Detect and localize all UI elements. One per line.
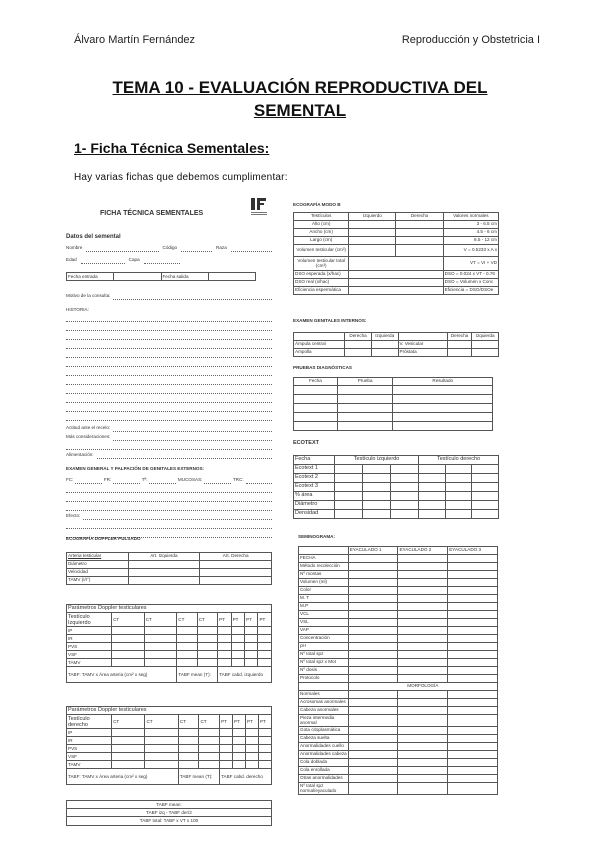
motivo-label: Motivo de la consulta: xyxy=(66,293,111,299)
table-row: Método recolección xyxy=(299,562,498,570)
table-row: Normales xyxy=(299,690,498,698)
ficha-tecnica-form: FICHA TÉCNICA SEMENTALES Datos del semental Nombre Código Raza Edad Capa Fecha entrada Fecha salida Motivo de la consulta: HISTORIA: Actitud ante el recelo: Más consideraciones: Alimentación: EXAMEN GENERAL Y PALPACIÓN DE GENITALES EXTERNOS: FC: FR: Tª: MUCOSAS: TRC: Efecto: xyxy=(66,196,272,540)
historia-lines xyxy=(66,315,272,421)
alimentacion-label: Alimentación: xyxy=(66,451,94,457)
seminograma: SEMINOGRAMA: EYACULADO 1 EYACULADO 2 EYACULADO 3 FECHA Método recolección Nº montas Volumen (ml) Color M. T M.P VCL VSL VAP Concentración pH Nº total spz Nº total spz x Mot Nº dosis Protocolo MORFOLOGÍA Normales Acrosomas anormales Cabeza anormales Pieza intermedia anormal Gota citoplasmática Cabeza suelta Anormalidades cuello Anormalidades cabeza Cola doblada Cola enrollada Otras anormalidades Nº total spz normal/eyaculado xyxy=(298,534,498,795)
raza-label: Raza xyxy=(216,245,227,251)
table-row: pH xyxy=(299,642,498,650)
nombre-label: Nombre xyxy=(66,245,83,251)
capa-label: Capa xyxy=(128,257,140,263)
pruebas-diagnosticas: PRUEBAS DIAGNÓSTICAS Fecha Prueba Resultado xyxy=(293,365,493,431)
table-row: Pieza intermedia anormal xyxy=(299,714,498,726)
table-row: Protocolo xyxy=(299,674,498,682)
codigo-label: Código xyxy=(162,245,178,251)
table-row: Cola doblada xyxy=(299,758,498,766)
ecografia-modo-b: ECOGRAFÍA MODO B Testículos Izquierdo Derecho Valores normales Alto (cm) 3 - 6.5 cm Ancho (cm) 4.5 - 6 cm Largo (cm) 8.5 - 12 cm Volumen testicular (cm³) V = 0.5233 x A x Volumen testicular total (cm³) VT = VI + VD DSO esperada (x/hac) DSO = 0.024 x VT - 0.76 DSO real (x/hac) DSO = Volumen x Conc Eficiencia espermática Eficiencia = DSO/DSOe xyxy=(293,202,499,295)
historia-label: HISTORIA: xyxy=(66,307,89,313)
fechas-table: Fecha entrada Fecha salida xyxy=(66,272,256,281)
examen-genitales-internos: EXAMEN GENITALES INTERNOS: Derecha Izquierda Derecha Izquierda Ámpula central V. Vesicular Ampolla Próstata xyxy=(293,318,499,357)
university-logo-icon xyxy=(250,196,268,218)
table-row: M. T xyxy=(299,594,498,602)
table-row: M.P xyxy=(299,602,498,610)
table-row: Volumen (ml) xyxy=(299,578,498,586)
tabf-total xyxy=(66,800,272,826)
table-row: Color xyxy=(299,586,498,594)
doppler-izq-table: Parámetros Doppler testiculares Testículo Izquierdo CT CT CT CT PT PT PT PT IP IR PVS VSF TAMV TABF: TAMV x Área arteria (cm² x seg) TABF mean (T): TABF cabd. izquierdo xyxy=(66,604,272,683)
page-title: TEMA 10 - EVALUACIÓN REPRODUCTIVA DEL SEMENTAL xyxy=(112,78,488,120)
ecotext-table: Fecha Testículo izquierdo Testículo derecho Ecotext 1 Ecotext 2 Ecotext 3 % área Diámetro Densidad xyxy=(293,455,499,519)
datos-heading: Datos del semental xyxy=(66,234,121,240)
pruebas-table: Fecha Prueba Resultado xyxy=(293,377,493,431)
table-row: VAP xyxy=(299,626,498,634)
ecotext: ECOTEXT Fecha Testículo izquierdo Testículo derecho Ecotext 1 Ecotext 2 Ecotext 3 % área Diámetro Densidad xyxy=(293,440,499,519)
table-row: Nº dosis xyxy=(299,666,498,674)
table-row: Nº total spz xyxy=(299,650,498,658)
intro-text: Hay varias fichas que debemos cumplimentar: xyxy=(74,172,288,183)
table-row: Gota citoplasmática xyxy=(299,726,498,734)
ficha-title: FICHA TÉCNICA SEMENTALES xyxy=(100,210,204,217)
doppler-der-table: Parámetros Doppler testiculares Testículo derecho CT CT CT CT PT PT PT PT IP IR PVS VSF TAMV TABF: TAMV x Área arteria (cm² x seg) TABF mean (T): TABF cabd. derecho xyxy=(66,706,272,785)
edad-label: Edad xyxy=(66,257,77,263)
actitud-label: Actitud ante el recelo: xyxy=(66,424,111,430)
table-row: Cola enrollada xyxy=(299,766,498,774)
table-row: Anormalidades cabeza xyxy=(299,750,498,758)
table-row: VSL xyxy=(299,618,498,626)
table-row: Cabeza anormales xyxy=(299,706,498,714)
table-row: Nº montas xyxy=(299,570,498,578)
header-course: Reproducción y Obstetricia I xyxy=(401,34,540,46)
examen-interno-table: Derecha Izquierda Derecha Izquierda Ámpula central V. Vesicular Ampolla Próstata xyxy=(293,332,499,357)
table-row: VCL xyxy=(299,610,498,618)
table-row: Acrosomas anormales xyxy=(299,698,498,706)
table-row: Cabeza suelta xyxy=(299,734,498,742)
examen-heading: EXAMEN GENERAL Y PALPACIÓN DE GENITALES EXTERNOS: xyxy=(66,465,205,471)
table-row: FECHA xyxy=(299,554,498,562)
doppler-izquierdo xyxy=(66,604,272,683)
table-row: Nº total spz normal/eyaculado xyxy=(299,782,498,794)
seminograma-table: EYACULADO 1 EYACULADO 2 EYACULADO 3 FECHA Método recolección Nº montas Volumen (ml) Color M. T M.P VCL VSL VAP Concentración pH Nº total spz Nº total spz x Mot Nº dosis Protocolo MORFOLOGÍA Normales Acrosomas anormales Cabeza anormales Pieza intermedia anormal Gota citoplasmática Cabeza suelta Anormalidades cuello Anormalidades cabeza Cola doblada Cola enrollada Otras anormalidades Nº total spz normal/eyaculado xyxy=(298,546,498,795)
table-row: Nº total spz x Mot xyxy=(299,658,498,666)
doppler-pulsado: ECOGRAFÍA DOPPLER PULSADO Arteria testicular Art. Izquierda Art. Derecha Diámetro Velocidad TAMV (I/I°) xyxy=(66,536,272,585)
header-author: Álvaro Martín Fernández xyxy=(74,34,196,46)
table-row: Otras anormalidades xyxy=(299,774,498,782)
table-row: Concentración xyxy=(299,634,498,642)
doppler-pulsado-table: Arteria testicular Art. Izquierda Art. Derecha Diámetro Velocidad TAMV (I/I°) xyxy=(66,552,272,585)
mas-label: Más consideraciones: xyxy=(66,433,111,439)
doppler-derecho xyxy=(66,706,272,785)
section-heading: 1- Ficha Técnica Sementales: xyxy=(74,140,270,156)
tabf-total-table: TABF mean: TABF izq - TABF der/2 TABF total: TABF x VT x 100 xyxy=(66,800,272,826)
table-row: Anormalidades cuello xyxy=(299,742,498,750)
eco-modo-b-table: Testículos Izquierdo Derecho Valores normales Alto (cm) 3 - 6.5 cm Ancho (cm) 4.5 - 6 cm Largo (cm) 8.5 - 12 cm Volumen testicular (cm³) V = 0.5233 x A x Volumen testicular total (cm³) VT = VI + VD DSO esperada (x/hac) DSO = 0.024 x VT - 0.76 DSO real (x/hac) DSO = Volumen x Conc Eficiencia espermática Eficiencia = DSO/DSOe xyxy=(295,213,497,293)
